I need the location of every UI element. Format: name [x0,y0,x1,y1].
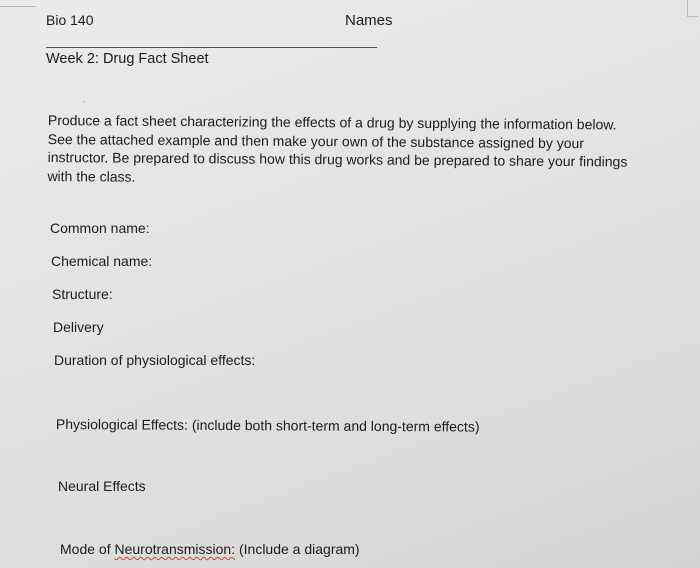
mode-prefix: Mode of [60,541,115,557]
names-underline [46,47,377,48]
course-label: Bio 140 [46,12,94,28]
instructions-line: instructor. Be prepared to discuss how this drug works and be prepared to share your findings [47,148,628,170]
mode-of-neurotransmission-label [60,540,360,558]
mode-suffix: (Include a diagram) [235,541,360,557]
delivery-label: Delivery [53,319,104,335]
names-label: Names [345,12,393,29]
worksheet-title: Week 2: Drug Fact Sheet [46,51,209,67]
duration-label: Duration of physiological effects: [54,352,256,368]
physiological-effects-label: Physiological Effects: (include both short-term and long-term effects) [55,415,480,435]
paper-corner-mark-right [687,0,698,17]
chemical-name-label: Chemical name: [51,253,153,269]
instructions-line: Produce a fact sheet characterizing the effects of a drug by supplying the information below. [47,111,617,133]
structure-label: Structure: [52,286,113,302]
neural-effects-label: Neural Effects [58,478,146,494]
instructions-line: See the attached example and then make your own of the substance assigned by your [47,130,585,151]
common-name-label: Common name: [50,220,150,236]
paper-corner-mark-left [0,0,36,7]
instructions-paragraph [47,111,688,190]
instructions-line: with the class. [47,167,136,185]
spellcheck-underlined-term: Neurotransmission: [114,541,236,557]
pencil-mark: · [82,96,86,108]
